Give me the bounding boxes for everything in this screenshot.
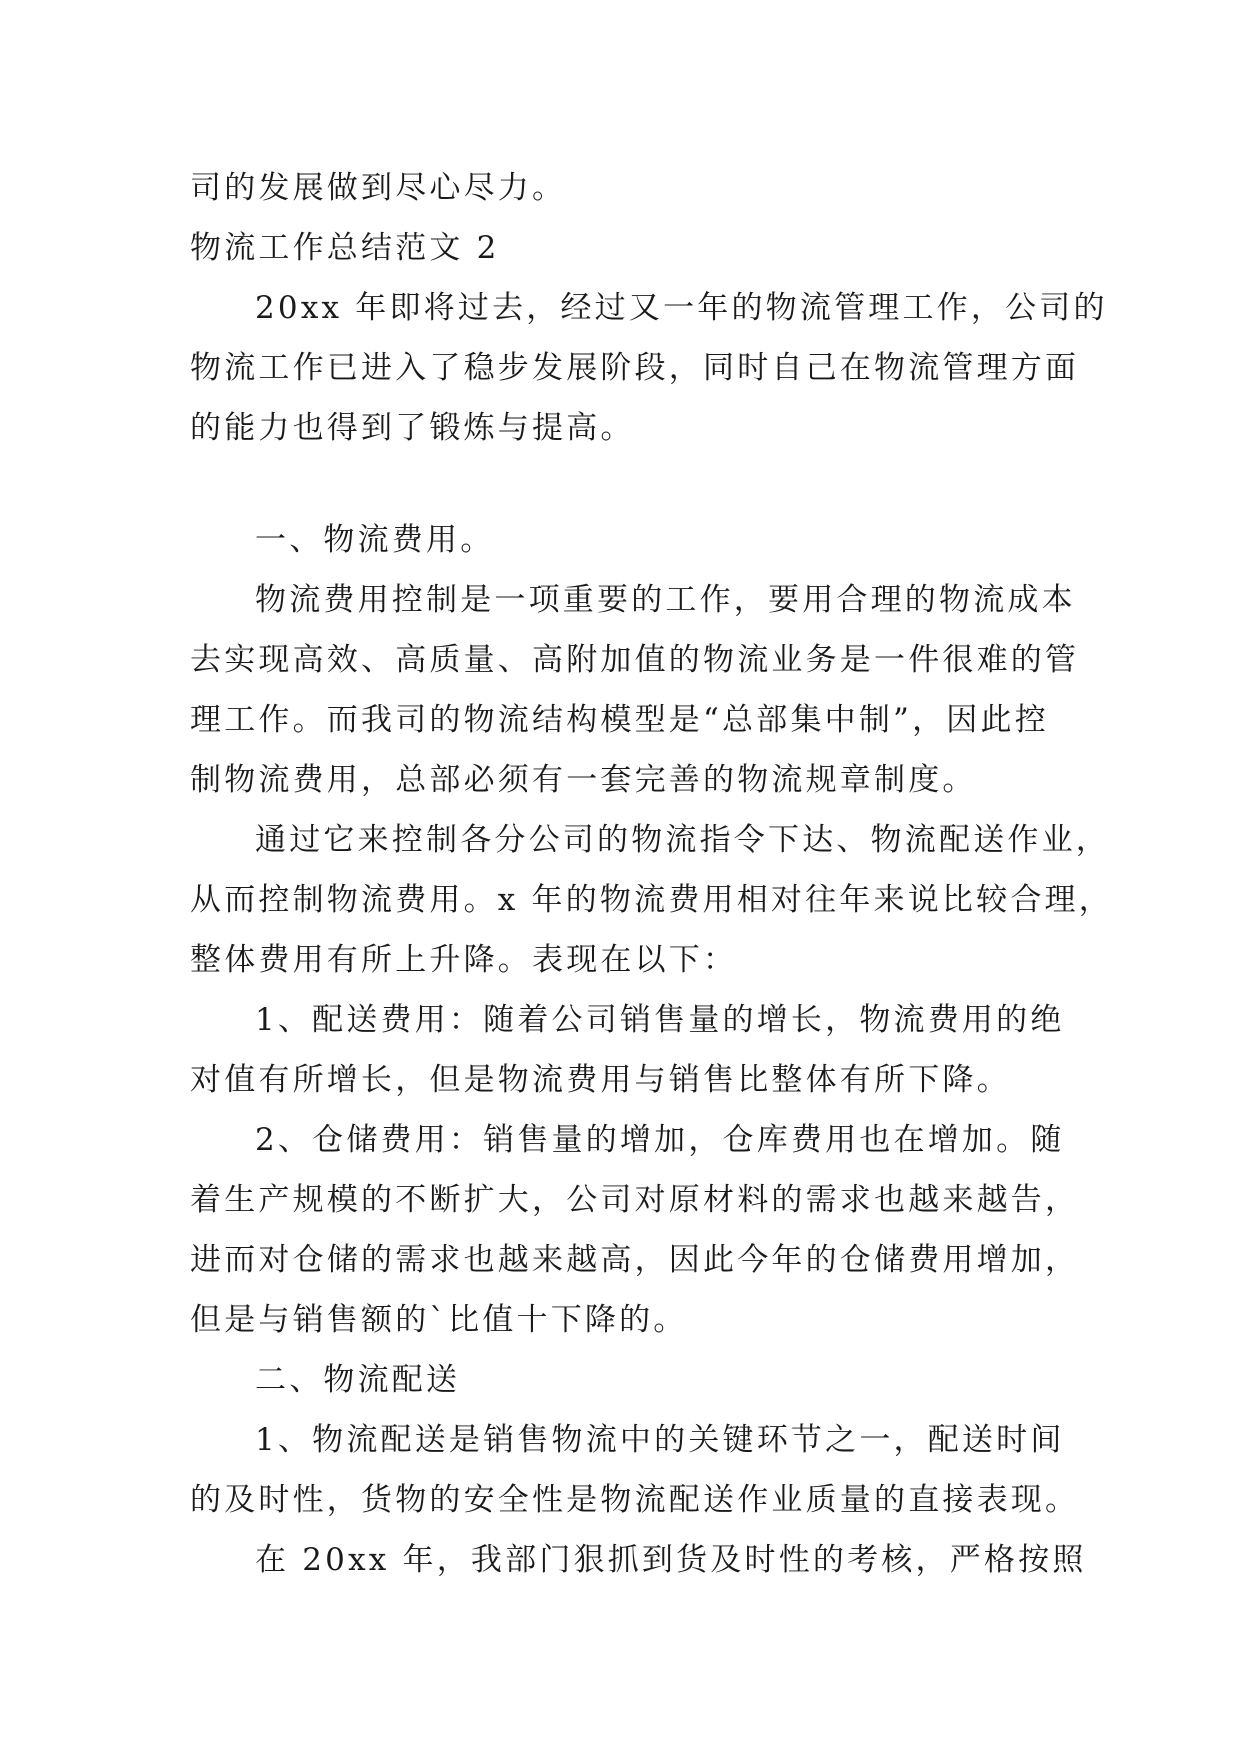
text-line: 1、物流配送是销售物流中的关键环节之一，配送时间 — [255, 1422, 1065, 1458]
text-line: 进而对仓储的需求也越来越高，因此今年的仓储费用增加， — [190, 1242, 1080, 1278]
text-line: 通过它来控制各分公司的物流指令下达、物流配送作业， — [255, 822, 1110, 858]
text-line: 但是与销售额的`比值十下降的。 — [190, 1302, 688, 1338]
text-line: 物流费用控制是一项重要的工作，要用合理的物流成本 — [255, 582, 1076, 618]
text-line: 司的发展做到尽心尽力。 — [190, 170, 567, 206]
text-line: 20xx 年即将过去，经过又一年的物流管理工作，公司的 — [255, 290, 1108, 326]
text-line: 在 20xx 年，我部门狠抓到货及时性的考核，严格按照 — [255, 1542, 1087, 1578]
text-line: 去实现高效、高质量、高附加值的物流业务是一件很难的管 — [190, 642, 1080, 678]
text-line: 物流工作已进入了稳步发展阶段，同时自己在物流管理方面 — [190, 350, 1080, 386]
text-line: 理工作。而我司的物流结构模型是“总部集中制”，因此控 — [190, 702, 1049, 738]
text-line: 2、仓储费用：销售量的增加，仓库费用也在增加。随 — [255, 1122, 1065, 1158]
text-line: 从而控制物流费用。x 年的物流费用相对往年来说比较合理， — [190, 882, 1113, 918]
section-heading: 一、物流费用。 — [255, 522, 495, 558]
text-line: 1、配送费用：随着公司销售量的增长，物流费用的绝 — [255, 1002, 1065, 1038]
text-line: 整体费用有所上升降。表现在以下： — [190, 942, 738, 978]
text-line: 的能力也得到了锻炼与提高。 — [190, 410, 635, 446]
section-heading: 二、物流配送 — [255, 1362, 461, 1398]
text-line: 着生产规模的不断扩大，公司对原材料的需求也越来越告， — [190, 1182, 1080, 1218]
text-line: 对值有所增长，但是物流费用与销售比整体有所下降。 — [190, 1062, 1011, 1098]
text-line: 制物流费用，总部必须有一套完善的物流规章制度。 — [190, 762, 977, 798]
text-line: 的及时性，货物的安全性是物流配送作业质量的直接表现。 — [190, 1482, 1080, 1518]
section-title: 物流工作总结范文 2 — [190, 230, 500, 266]
